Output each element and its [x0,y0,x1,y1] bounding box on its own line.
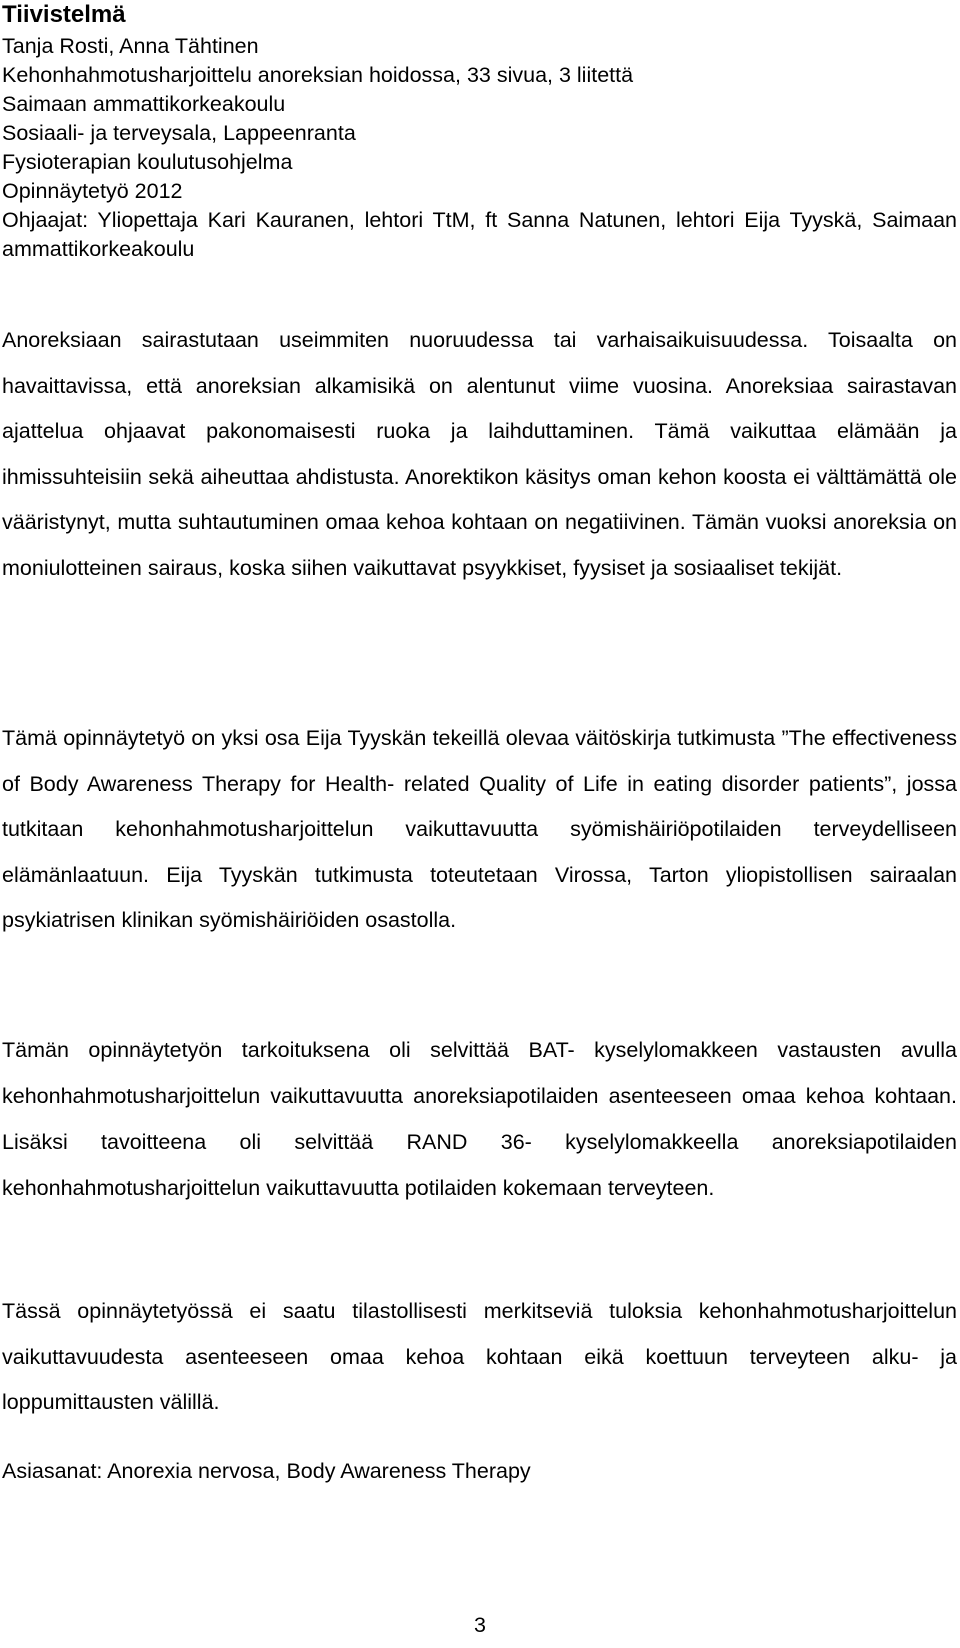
abstract-paragraph-2: Tämä opinnäytetyö on yksi osa Eija Tyyskän tekeillä olevaa väitöskirja tutkimusta ”The effectiveness of Body Awareness Therapy for Health- related Quality of Life in eating disorder patients”, jossa tutkitaan kehonhahmotusharjoittelun vaikuttavuutta syömishäiriöpotilaiden terveydelliseen elämänlaatuun. Eija Tyyskän tutkimusta toteutetaan Virossa, Tarton yliopistollisen sairaalan psykiatrisen klinikan syömishäiriöiden osastolla. [2,726,957,933]
degree-program: Fysioterapian koulutusohjelma [2,150,293,174]
abstract-heading: Tiivistelmä [2,1,126,28]
keywords: Asiasanat: Anorexia nervosa, Body Awareness Therapy [2,1459,531,1483]
page-number: 3 [474,1613,486,1637]
field-of-study: Sosiaali- ja terveysala, Lappeenranta [2,121,356,145]
school-name: Saimaan ammattikorkeakoulu [2,92,286,116]
thesis-year: Opinnäytetyö 2012 [2,179,183,203]
abstract-paragraph-1: Anoreksiaan sairastutaan useimmiten nuoruudessa tai varhaisaikuisuudessa. Toisaalta on havaittavissa, että anoreksian alkamisikä on alentunut viime vuosina. Anoreksiaa sairastavan ajattelua ohjaavat pakonomaisesti ruoka ja laihduttaminen. Tämä vaikuttaa elämään ja ihmissuhteisiin sekä aiheuttaa ahdistusta. Anorektikon käsitys oman kehon koosta ei välttämättä ole vääristynyt, mutta suhtautuminen omaa kehoa kohtaan on negatiivinen. Tämän vuoksi anoreksia on moniulotteinen sairaus, koska siihen vaikuttavat psyykkiset, fyysiset ja sosiaaliset tekijät. [2,328,957,580]
thesis-metadata [2,32,957,264]
thesis-title-line: Kehonhahmotusharjoittelu anoreksian hoidossa, 33 sivua, 3 liitettä [2,63,634,87]
authors: Tanja Rosti, Anna Tähtinen [2,34,259,58]
abstract-paragraph-3: Tämän opinnäytetyön tarkoituksena oli selvittää BAT- kyselylomakkeen vastausten avulla kehonhahmotusharjoittelun vaikuttavuutta anoreksiapotilaiden asenteeseen omaa kehoa kohtaan. Lisäksi tavoitteena oli selvittää RAND 36- kyselylomakkeella anoreksiapotilaiden kehonhahmotusharjoittelun vaikuttavuutta potilaiden kokemaan terveyteen. [2,1038,957,1200]
supervisors: Ohjaajat: Yliopettaja Kari Kauranen, lehtori TtM, ft Sanna Natunen, lehtori Eija Tyyskä, Saimaan ammattikorkeakoulu [2,208,957,261]
abstract-paragraph-4: Tässä opinnäytetyössä ei saatu tilastollisesti merkitseviä tuloksia kehonhahmotusharjoittelun vaikuttavuudesta asenteeseen omaa kehoa kohtaan eikä koettuun terveyteen alku- ja loppumittausten välillä. [2,1299,957,1414]
